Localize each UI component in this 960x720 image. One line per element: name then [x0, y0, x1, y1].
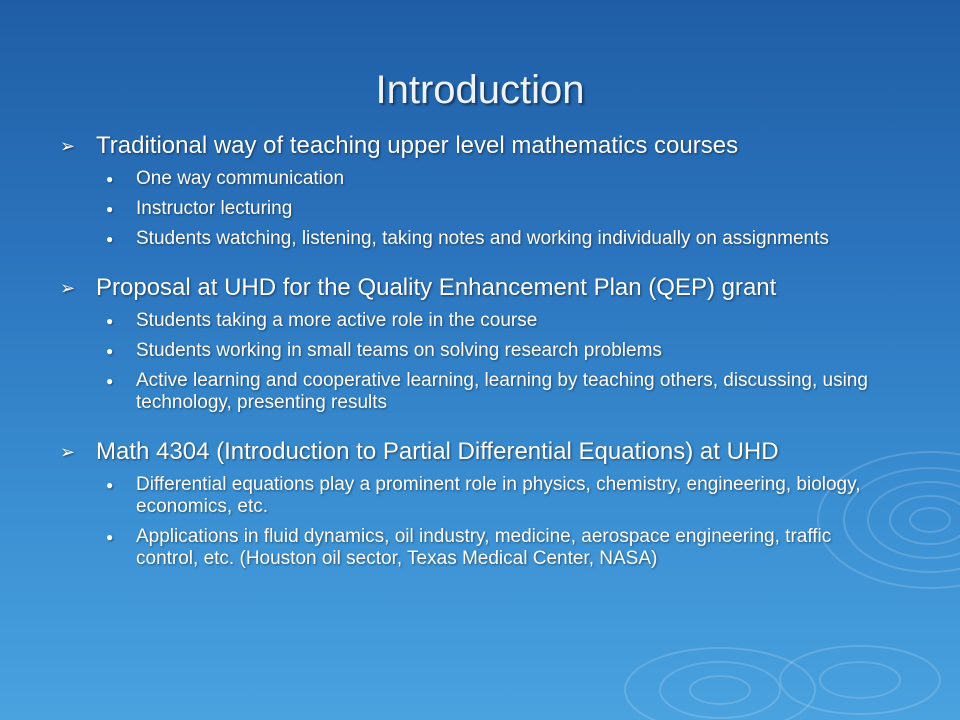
sub-bullet — [106, 526, 880, 570]
bullet-heading-text: Traditional way of teaching upper level mathematics courses — [96, 132, 739, 159]
slide-title: Introduction — [375, 68, 585, 112]
arrow-bullet-icon: ➢ — [60, 136, 76, 156]
sub-bullet — [106, 168, 880, 190]
sub-bullet-text: Students working in small teams on solving research problems — [136, 340, 662, 361]
section-math-4304 — [60, 438, 880, 570]
section-traditional-teaching — [60, 132, 880, 250]
dot-bullet-icon: ● — [106, 478, 114, 492]
sub-bullet — [106, 198, 880, 220]
sub-bullet-text: Active learning and cooperative learning, learning by teaching others, discussing, using technology, presenting results — [136, 370, 868, 413]
bullet-heading-text: Proposal at UHD for the Quality Enhancement Plan (QEP) grant — [96, 274, 777, 301]
dot-bullet-icon: ● — [106, 172, 114, 186]
section-qep-proposal — [60, 274, 880, 414]
sub-bullet — [106, 474, 880, 518]
dot-bullet-icon: ● — [106, 202, 114, 216]
arrow-bullet-icon: ➢ — [60, 278, 76, 298]
dot-bullet-icon: ● — [106, 344, 114, 358]
sub-bullet — [106, 310, 880, 332]
sub-bullet — [106, 340, 880, 362]
sub-bullet-text: Differential equations play a prominent role in physics, chemistry, engineering, biology, economics, etc. — [136, 474, 861, 517]
sub-bullet-text: Applications in fluid dynamics, oil industry, medicine, aerospace engineering, traffic control, etc. (Houston oil sector, Texas Medical Center, NASA) — [136, 526, 832, 569]
slide-body — [60, 132, 880, 594]
arrow-bullet-icon: ➢ — [60, 442, 76, 462]
dot-bullet-icon: ● — [106, 530, 114, 544]
dot-bullet-icon: ● — [106, 374, 114, 388]
bullet-heading-text: Math 4304 (Introduction to Partial Differential Equations) at UHD — [96, 438, 779, 465]
bullet-heading — [60, 132, 880, 160]
sub-bullet-text: Students watching, listening, taking notes and working individually on assignments — [136, 228, 829, 249]
bullet-heading — [60, 438, 880, 466]
dot-bullet-icon: ● — [106, 314, 114, 328]
bullet-heading — [60, 274, 880, 302]
sub-bullet-text: Instructor lecturing — [136, 198, 293, 219]
sub-bullet — [106, 370, 880, 414]
dot-bullet-icon: ● — [106, 232, 114, 246]
sub-bullet-text: Students taking a more active role in the course — [136, 310, 538, 331]
sub-bullet-text: One way communication — [136, 168, 345, 189]
sub-bullet — [106, 228, 880, 250]
